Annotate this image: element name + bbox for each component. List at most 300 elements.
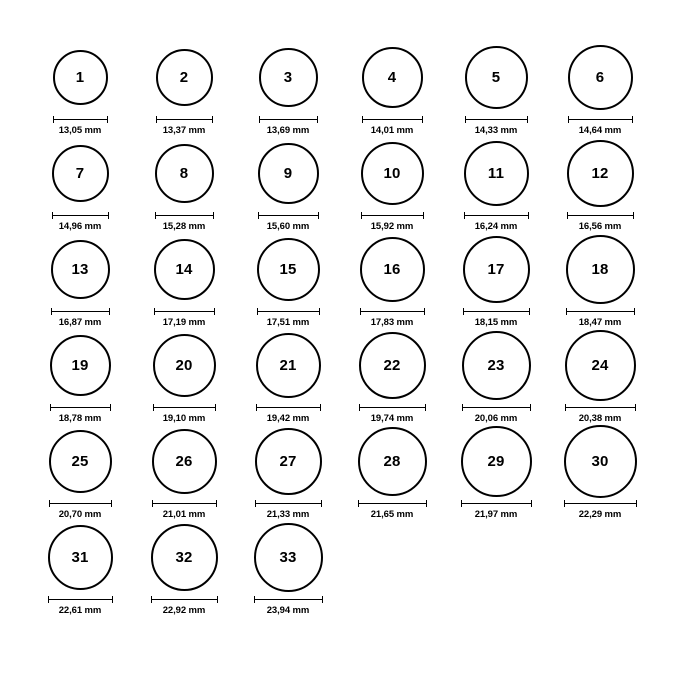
measure-bar-icon (49, 500, 112, 507)
ring-size-cell[interactable] (238, 520, 338, 616)
measure-tick-right (319, 308, 320, 315)
ring-circle[interactable] (361, 142, 424, 205)
ring-circle-wrap (566, 232, 635, 306)
ring-size-cell[interactable] (342, 232, 442, 328)
measure-tick-left (567, 212, 568, 219)
measure-tick-right (426, 500, 427, 507)
diameter-measure (152, 500, 217, 520)
measure-line (155, 215, 214, 216)
ring-size-cell[interactable] (342, 136, 442, 232)
diameter-measure (564, 500, 637, 520)
ring-circle-wrap (259, 40, 318, 114)
measure-line (48, 599, 113, 600)
ring-circle-wrap (568, 40, 633, 114)
ring-size-cell[interactable] (550, 136, 650, 232)
measure-tick-left (255, 500, 256, 507)
measure-tick-right (108, 212, 109, 219)
diameter-measure (568, 116, 633, 136)
ring-circle-wrap (465, 40, 528, 114)
ring-circle[interactable] (48, 525, 113, 590)
ring-size-number: 20 (175, 356, 193, 374)
ring-circle-wrap (152, 424, 217, 498)
measure-tick-left (155, 212, 156, 219)
measure-line (257, 311, 320, 312)
diameter-measure (256, 404, 321, 424)
measure-line (49, 503, 112, 504)
measure-line (151, 599, 218, 600)
ring-size-cell[interactable] (446, 136, 546, 232)
ring-size-number: 31 (71, 548, 89, 566)
measure-line (464, 215, 529, 216)
ring-circle[interactable] (153, 334, 216, 397)
diameter-measure (50, 404, 111, 424)
diameter-measure (567, 212, 634, 232)
measure-tick-left (156, 116, 157, 123)
measure-tick-right (216, 500, 217, 507)
ring-size-cell[interactable] (550, 424, 650, 520)
diameter-label: 15,92 mm (370, 221, 414, 232)
measure-tick-right (317, 116, 318, 123)
measure-bar-icon (461, 500, 532, 507)
diameter-label: 22,61 mm (58, 605, 102, 616)
measure-bar-icon (155, 212, 214, 219)
measure-tick-left (258, 212, 259, 219)
measure-line (567, 215, 634, 216)
measure-tick-left (51, 308, 52, 315)
ring-size-cell[interactable] (446, 424, 546, 520)
measure-line (258, 215, 319, 216)
measure-bar-icon (257, 308, 320, 315)
measure-tick-left (462, 404, 463, 411)
ring-size-number: 1 (75, 68, 85, 86)
measure-tick-right (321, 500, 322, 507)
measure-tick-right (214, 308, 215, 315)
measure-line (358, 503, 427, 504)
ring-size-number: 21 (279, 356, 297, 374)
ring-size-cell[interactable] (134, 136, 234, 232)
measure-tick-left (568, 116, 569, 123)
measure-line (254, 599, 323, 600)
measure-line (259, 119, 318, 120)
measure-tick-right (422, 116, 423, 123)
ring-size-number: 26 (175, 452, 193, 470)
diameter-label: 14,64 mm (578, 125, 622, 136)
ring-size-cell[interactable] (550, 40, 650, 136)
measure-bar-icon (361, 212, 424, 219)
ring-size-number: 2 (179, 68, 189, 86)
measure-tick-left (464, 212, 465, 219)
diameter-measure (361, 212, 424, 232)
ring-size-cell[interactable] (342, 424, 442, 520)
ring-circle-wrap (359, 328, 426, 402)
measure-bar-icon (256, 404, 321, 411)
ring-size-number: 32 (175, 548, 193, 566)
ring-circle[interactable] (256, 333, 321, 398)
ring-circle-wrap (462, 328, 531, 402)
measure-tick-right (530, 404, 531, 411)
ring-circle-wrap (256, 328, 321, 402)
ring-circle-wrap (362, 40, 423, 114)
ring-size-cell[interactable] (446, 232, 546, 328)
measure-tick-left (358, 500, 359, 507)
measure-tick-left (151, 596, 152, 603)
measure-bar-icon (564, 500, 637, 507)
measure-tick-left (254, 596, 255, 603)
ring-size-number: 9 (283, 164, 293, 182)
measure-tick-right (322, 596, 323, 603)
measure-bar-icon (463, 308, 530, 315)
ring-size-cell[interactable] (30, 232, 130, 328)
ring-size-number: 24 (591, 356, 609, 374)
measure-tick-right (527, 116, 528, 123)
ring-circle-wrap (53, 40, 108, 114)
measure-tick-left (49, 500, 50, 507)
ring-size-cell[interactable] (342, 40, 442, 136)
measure-line (361, 215, 424, 216)
ring-size-cell[interactable] (238, 136, 338, 232)
ring-size-row (30, 232, 670, 328)
measure-tick-right (424, 308, 425, 315)
measure-bar-icon (566, 308, 635, 315)
diameter-measure (255, 500, 322, 520)
ring-circle[interactable] (567, 140, 634, 207)
ring-circle[interactable] (362, 47, 423, 108)
ring-circle-wrap (360, 232, 425, 306)
measure-line (256, 407, 321, 408)
measure-bar-icon (53, 116, 108, 123)
ring-circle[interactable] (254, 523, 323, 592)
diameter-label: 18,47 mm (578, 317, 622, 328)
diameter-label: 22,92 mm (162, 605, 206, 616)
measure-bar-icon (567, 212, 634, 219)
measure-tick-left (359, 404, 360, 411)
measure-bar-icon (462, 404, 531, 411)
ring-circle[interactable] (52, 145, 109, 202)
ring-circle-wrap (565, 328, 636, 402)
ring-circle-wrap (151, 520, 218, 594)
diameter-label: 23,94 mm (266, 605, 310, 616)
diameter-label: 17,51 mm (266, 317, 310, 328)
ring-size-number: 11 (487, 164, 505, 182)
measure-line (359, 407, 426, 408)
measure-bar-icon (154, 308, 215, 315)
measure-bar-icon (565, 404, 636, 411)
measure-tick-left (53, 116, 54, 123)
measure-bar-icon (254, 596, 323, 603)
measure-tick-right (531, 500, 532, 507)
ring-size-number: 23 (487, 356, 505, 374)
measure-tick-left (566, 308, 567, 315)
measure-line (362, 119, 423, 120)
ring-circle[interactable] (462, 331, 531, 400)
measure-tick-right (636, 500, 637, 507)
measure-line (461, 503, 532, 504)
diameter-label: 13,05 mm (58, 125, 102, 136)
ring-circle[interactable] (50, 335, 111, 396)
ring-size-cell[interactable] (134, 424, 234, 520)
ring-size-number: 29 (487, 452, 505, 470)
ring-circle[interactable] (154, 239, 215, 300)
ring-size-row (30, 328, 670, 424)
diameter-measure (565, 404, 636, 424)
measure-bar-icon (259, 116, 318, 123)
measure-tick-right (634, 308, 635, 315)
ring-circle[interactable] (358, 427, 427, 496)
measure-tick-right (632, 116, 633, 123)
diameter-label: 20,70 mm (58, 509, 102, 520)
ring-size-row (30, 424, 670, 520)
ring-size-cell[interactable] (238, 40, 338, 136)
diameter-label: 21,97 mm (474, 509, 518, 520)
measure-tick-right (111, 500, 112, 507)
ring-circle[interactable] (568, 45, 633, 110)
diameter-label: 21,33 mm (266, 509, 310, 520)
ring-circle[interactable] (155, 144, 214, 203)
ring-circle[interactable] (53, 50, 108, 105)
ring-circle-wrap (255, 424, 322, 498)
ring-size-cell[interactable] (30, 520, 130, 616)
measure-bar-icon (362, 116, 423, 123)
ring-size-number: 19 (71, 356, 89, 374)
ring-circle[interactable] (258, 143, 319, 204)
ring-circle-wrap (361, 136, 424, 210)
diameter-measure (463, 308, 530, 328)
ring-circle[interactable] (463, 236, 530, 303)
ring-circle-wrap (154, 232, 215, 306)
diameter-measure (53, 116, 108, 136)
ring-size-cell[interactable] (134, 232, 234, 328)
ring-size-number: 17 (487, 260, 505, 278)
ring-size-number: 30 (591, 452, 609, 470)
measure-tick-right (110, 404, 111, 411)
diameter-label: 16,87 mm (58, 317, 102, 328)
measure-tick-left (256, 404, 257, 411)
measure-tick-right (318, 212, 319, 219)
measure-tick-left (257, 308, 258, 315)
ring-size-number: 13 (71, 260, 89, 278)
measure-bar-icon (359, 404, 426, 411)
measure-tick-left (362, 116, 363, 123)
measure-tick-left (50, 404, 51, 411)
diameter-measure (358, 500, 427, 520)
measure-line (52, 215, 109, 216)
measure-tick-left (463, 308, 464, 315)
diameter-measure (254, 596, 323, 616)
diameter-label: 14,01 mm (370, 125, 414, 136)
diameter-label: 18,78 mm (58, 413, 102, 424)
diameter-measure (52, 212, 109, 232)
measure-line (255, 503, 322, 504)
measure-bar-icon (358, 500, 427, 507)
ring-size-number: 28 (383, 452, 401, 470)
ring-circle-wrap (358, 424, 427, 498)
ring-size-cell[interactable] (134, 328, 234, 424)
diameter-label: 18,15 mm (474, 317, 518, 328)
measure-bar-icon (465, 116, 528, 123)
ring-circle-wrap (49, 424, 112, 498)
ring-circle[interactable] (359, 332, 426, 399)
ring-circle[interactable] (51, 240, 110, 299)
measure-bar-icon (258, 212, 319, 219)
ring-size-row (30, 40, 670, 136)
diameter-label: 21,01 mm (162, 509, 206, 520)
diameter-label: 20,06 mm (474, 413, 518, 424)
ring-circle-wrap (153, 328, 216, 402)
measure-line (156, 119, 213, 120)
ring-size-number: 12 (591, 164, 609, 182)
measure-line (463, 311, 530, 312)
ring-size-cell[interactable] (238, 424, 338, 520)
ring-size-cell[interactable] (238, 328, 338, 424)
measure-line (462, 407, 531, 408)
diameter-measure (154, 308, 215, 328)
measure-line (360, 311, 425, 312)
measure-line (152, 503, 217, 504)
measure-tick-left (361, 212, 362, 219)
ring-size-cell[interactable] (238, 232, 338, 328)
measure-line (564, 503, 637, 504)
ring-size-cell[interactable] (30, 40, 130, 136)
ring-circle[interactable] (565, 330, 636, 401)
measure-line (565, 407, 636, 408)
ring-circle-wrap (258, 136, 319, 210)
measure-bar-icon (50, 404, 111, 411)
ring-circle[interactable] (156, 49, 213, 106)
diameter-measure (566, 308, 635, 328)
measure-bar-icon (48, 596, 113, 603)
measure-tick-right (112, 596, 113, 603)
diameter-label: 20,38 mm (578, 413, 622, 424)
measure-bar-icon (51, 308, 110, 315)
diameter-label: 14,96 mm (58, 221, 102, 232)
ring-size-number: 8 (179, 164, 189, 182)
diameter-label: 13,37 mm (162, 125, 206, 136)
ring-size-number: 6 (595, 68, 605, 86)
ring-circle-wrap (51, 232, 110, 306)
ring-circle[interactable] (259, 48, 318, 107)
measure-tick-right (217, 596, 218, 603)
diameter-measure (258, 212, 319, 232)
ring-size-cell[interactable] (550, 232, 650, 328)
measure-bar-icon (255, 500, 322, 507)
ring-circle[interactable] (49, 430, 112, 493)
diameter-measure (461, 500, 532, 520)
ring-circle[interactable] (255, 428, 322, 495)
measure-tick-right (425, 404, 426, 411)
measure-bar-icon (153, 404, 216, 411)
ring-size-number: 7 (75, 164, 85, 182)
ring-size-cell[interactable] (342, 328, 442, 424)
diameter-label: 21,65 mm (370, 509, 414, 520)
ring-circle[interactable] (464, 141, 529, 206)
diameter-measure (465, 116, 528, 136)
ring-size-cell[interactable] (134, 520, 234, 616)
measure-tick-right (633, 212, 634, 219)
ring-circle[interactable] (461, 426, 532, 497)
ring-size-cell[interactable] (550, 328, 650, 424)
measure-tick-left (259, 116, 260, 123)
ring-size-cell[interactable] (446, 328, 546, 424)
measure-tick-right (320, 404, 321, 411)
diameter-label: 17,19 mm (162, 317, 206, 328)
ring-size-number: 10 (383, 164, 401, 182)
ring-circle[interactable] (151, 524, 218, 591)
measure-tick-right (109, 308, 110, 315)
measure-tick-left (48, 596, 49, 603)
ring-size-number: 33 (279, 548, 297, 566)
measure-tick-left (564, 500, 565, 507)
measure-tick-right (212, 116, 213, 123)
ring-size-number: 27 (279, 452, 297, 470)
measure-line (566, 311, 635, 312)
diameter-measure (153, 404, 216, 424)
ring-circle[interactable] (257, 238, 320, 301)
ring-size-row (30, 520, 670, 616)
ring-size-cell[interactable] (30, 328, 130, 424)
measure-bar-icon (464, 212, 529, 219)
measure-tick-left (465, 116, 466, 123)
ring-circle[interactable] (465, 46, 528, 109)
ring-circle[interactable] (566, 235, 635, 304)
ring-circle-wrap (156, 40, 213, 114)
ring-circle-wrap (464, 136, 529, 210)
diameter-measure (257, 308, 320, 328)
diameter-measure (359, 404, 426, 424)
diameter-label: 15,60 mm (266, 221, 310, 232)
measure-line (51, 311, 110, 312)
ring-size-number: 5 (491, 68, 501, 86)
ring-size-cell[interactable] (30, 424, 130, 520)
measure-tick-right (107, 116, 108, 123)
ring-circle-wrap (257, 232, 320, 306)
diameter-measure (360, 308, 425, 328)
diameter-measure (49, 500, 112, 520)
ring-size-number: 22 (383, 356, 401, 374)
diameter-label: 16,56 mm (578, 221, 622, 232)
measure-tick-right (635, 404, 636, 411)
ring-circle[interactable] (152, 429, 217, 494)
ring-circle-wrap (52, 136, 109, 210)
measure-line (568, 119, 633, 120)
measure-line (154, 311, 215, 312)
measure-tick-right (529, 308, 530, 315)
diameter-label: 14,33 mm (474, 125, 518, 136)
diameter-label: 19,42 mm (266, 413, 310, 424)
measure-tick-left (152, 500, 153, 507)
ring-size-number: 3 (283, 68, 293, 86)
measure-tick-left (153, 404, 154, 411)
measure-bar-icon (151, 596, 218, 603)
ring-size-cell[interactable] (30, 136, 130, 232)
diameter-label: 22,29 mm (578, 509, 622, 520)
ring-circle[interactable] (564, 425, 637, 498)
ring-size-cell[interactable] (446, 40, 546, 136)
measure-bar-icon (360, 308, 425, 315)
ring-circle-wrap (567, 136, 634, 210)
ring-size-number: 25 (71, 452, 89, 470)
ring-circle-wrap (48, 520, 113, 594)
ring-size-cell[interactable] (134, 40, 234, 136)
ring-size-number: 16 (383, 260, 401, 278)
ring-circle-wrap (155, 136, 214, 210)
diameter-label: 17,83 mm (370, 317, 414, 328)
measure-tick-left (154, 308, 155, 315)
diameter-label: 19,10 mm (162, 413, 206, 424)
diameter-measure (155, 212, 214, 232)
diameter-label: 16,24 mm (474, 221, 518, 232)
ring-circle[interactable] (360, 237, 425, 302)
ring-circle-wrap (50, 328, 111, 402)
